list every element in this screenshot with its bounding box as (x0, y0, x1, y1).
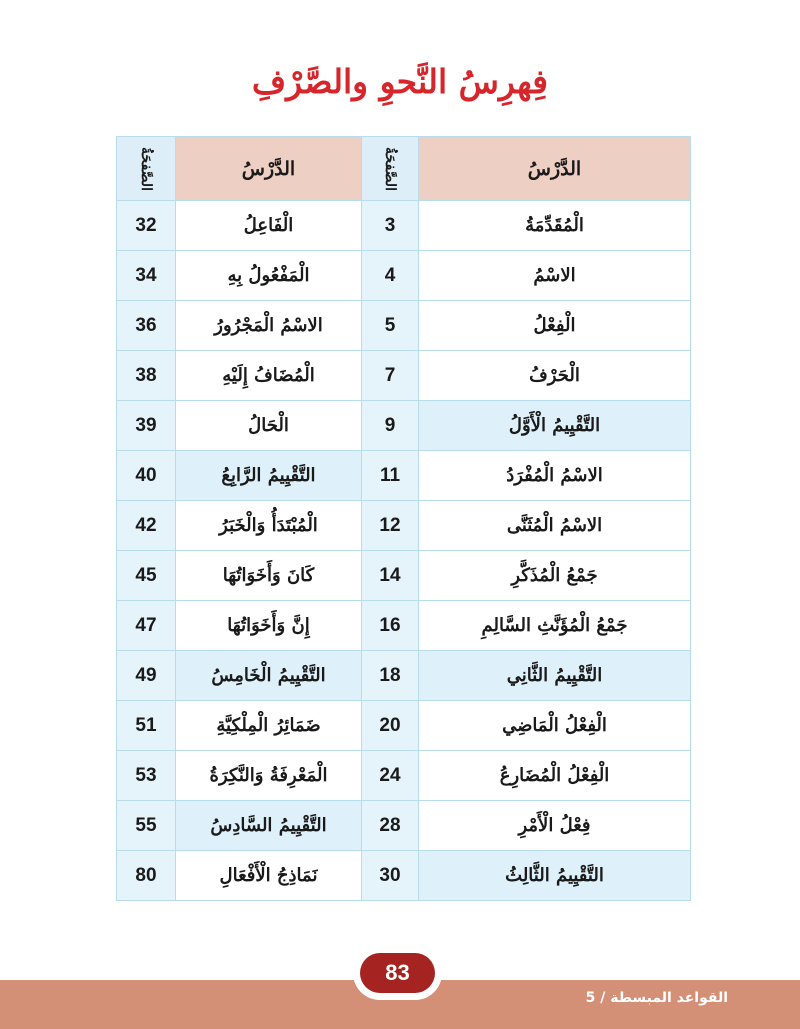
assessment-lesson-cell: التَّقْيِيمُ الْخَامِسُ (176, 651, 362, 701)
page-number-cell: 16 (362, 601, 419, 651)
lesson-cell: جَمْعُ الْمُذَكَّرِ (419, 551, 691, 601)
lesson-cell: الْحَرْفُ (419, 351, 691, 401)
table-row (117, 451, 691, 501)
lesson-cell: الاسْمُ الْمَجْرُورُ (176, 301, 362, 351)
lesson-cell: نَمَاذِجُ الْأَفْعَالِ (176, 851, 362, 901)
table-row (117, 551, 691, 601)
page-number-cell: 30 (362, 851, 419, 901)
lesson-cell: الْمَعْرِفَةُ وَالنَّكِرَةُ (176, 751, 362, 801)
lesson-cell: الْمُقَدِّمَةُ (419, 201, 691, 251)
lesson-cell: جَمْعُ الْمُؤَنَّثِ السَّالِمِ (419, 601, 691, 651)
table-row (117, 601, 691, 651)
table-header-row (117, 137, 691, 201)
lesson-cell: الْمَفْعُولُ بِهِ (176, 251, 362, 301)
table-row (117, 851, 691, 901)
lesson-cell: الاسْمُ الْمُثَنَّى (419, 501, 691, 551)
page-number-cell: 32 (117, 201, 176, 251)
page-number-cell: 36 (117, 301, 176, 351)
page-number-cell: 18 (362, 651, 419, 701)
page-number-badge: 83 (360, 953, 435, 993)
page-column-header (362, 137, 419, 201)
table-row (117, 751, 691, 801)
lesson-cell: الْفَاعِلُ (176, 201, 362, 251)
page-number-cell: 7 (362, 351, 419, 401)
table-row (117, 501, 691, 551)
table-row (117, 351, 691, 401)
lesson-cell: فِعْلُ الْأَمْرِ (419, 801, 691, 851)
lesson-cell: الاسْمُ (419, 251, 691, 301)
page-number-cell: 40 (117, 451, 176, 501)
page-number-cell: 4 (362, 251, 419, 301)
page-number-cell: 49 (117, 651, 176, 701)
lesson-column-header: الدَّرْسُ (176, 137, 362, 201)
lesson-cell: الْمُبْتَدَأُ وَالْخَبَرُ (176, 501, 362, 551)
page-number-cell: 12 (362, 501, 419, 551)
table-row (117, 801, 691, 851)
page-title: فِهرِسُ النَّحوِ والصَّرْفِ (251, 62, 549, 101)
page-number-cell: 47 (117, 601, 176, 651)
lesson-cell: إِنَّ وَأَخَوَاتُهَا (176, 601, 362, 651)
table-row (117, 701, 691, 751)
page-number-cell: 34 (117, 251, 176, 301)
lesson-cell: الْحَالُ (176, 401, 362, 451)
page-column-header (117, 137, 176, 201)
assessment-lesson-cell: التَّقْيِيمُ الْأَوَّلُ (419, 401, 691, 451)
page-number-cell: 51 (117, 701, 176, 751)
lesson-cell: الْفِعْلُ (419, 301, 691, 351)
page-number-cell: 9 (362, 401, 419, 451)
lesson-cell: الاسْمُ الْمُفْرَدُ (419, 451, 691, 501)
table-row (117, 401, 691, 451)
page-number-cell: 42 (117, 501, 176, 551)
page-number-cell: 3 (362, 201, 419, 251)
table-row (117, 301, 691, 351)
page-number-cell: 14 (362, 551, 419, 601)
page-number-cell: 53 (117, 751, 176, 801)
page-number-cell: 11 (362, 451, 419, 501)
lesson-cell: الْفِعْلُ الْمُضَارِعُ (419, 751, 691, 801)
assessment-lesson-cell: التَّقْيِيمُ الثَّالِثُ (419, 851, 691, 901)
assessment-lesson-cell: التَّقْيِيمُ الثَّانِي (419, 651, 691, 701)
page-number-cell: 24 (362, 751, 419, 801)
lesson-cell: ضَمَائِرُ الْمِلْكِيَّةِ (176, 701, 362, 751)
page-number-cell: 39 (117, 401, 176, 451)
page-column-header-label: الصَّفحَةُ (137, 146, 154, 191)
page-number-cell: 45 (117, 551, 176, 601)
lesson-cell: الْفِعْلُ الْمَاضِي (419, 701, 691, 751)
assessment-lesson-cell: التَّقْيِيمُ الرَّابِعُ (176, 451, 362, 501)
page-number-cell: 5 (362, 301, 419, 351)
lesson-cell: الْمُضَافُ إِلَيْهِ (176, 351, 362, 401)
page-number-cell: 20 (362, 701, 419, 751)
table-row (117, 251, 691, 301)
page-number-cell: 55 (117, 801, 176, 851)
lesson-cell: كَانَ وَأَخَوَاتُهَا (176, 551, 362, 601)
index-table (116, 136, 691, 901)
assessment-lesson-cell: التَّقْيِيمُ السَّادِسُ (176, 801, 362, 851)
page-number-cell: 80 (117, 851, 176, 901)
page-number-cell: 38 (117, 351, 176, 401)
page-number-cell: 28 (362, 801, 419, 851)
table-row (117, 201, 691, 251)
page-column-header-label: الصَّفحَةُ (381, 146, 398, 191)
lesson-column-header: الدَّرْسُ (419, 137, 691, 201)
table-row (117, 651, 691, 701)
footer-book-label: القواعد المبسطة / 5 (585, 990, 728, 1006)
